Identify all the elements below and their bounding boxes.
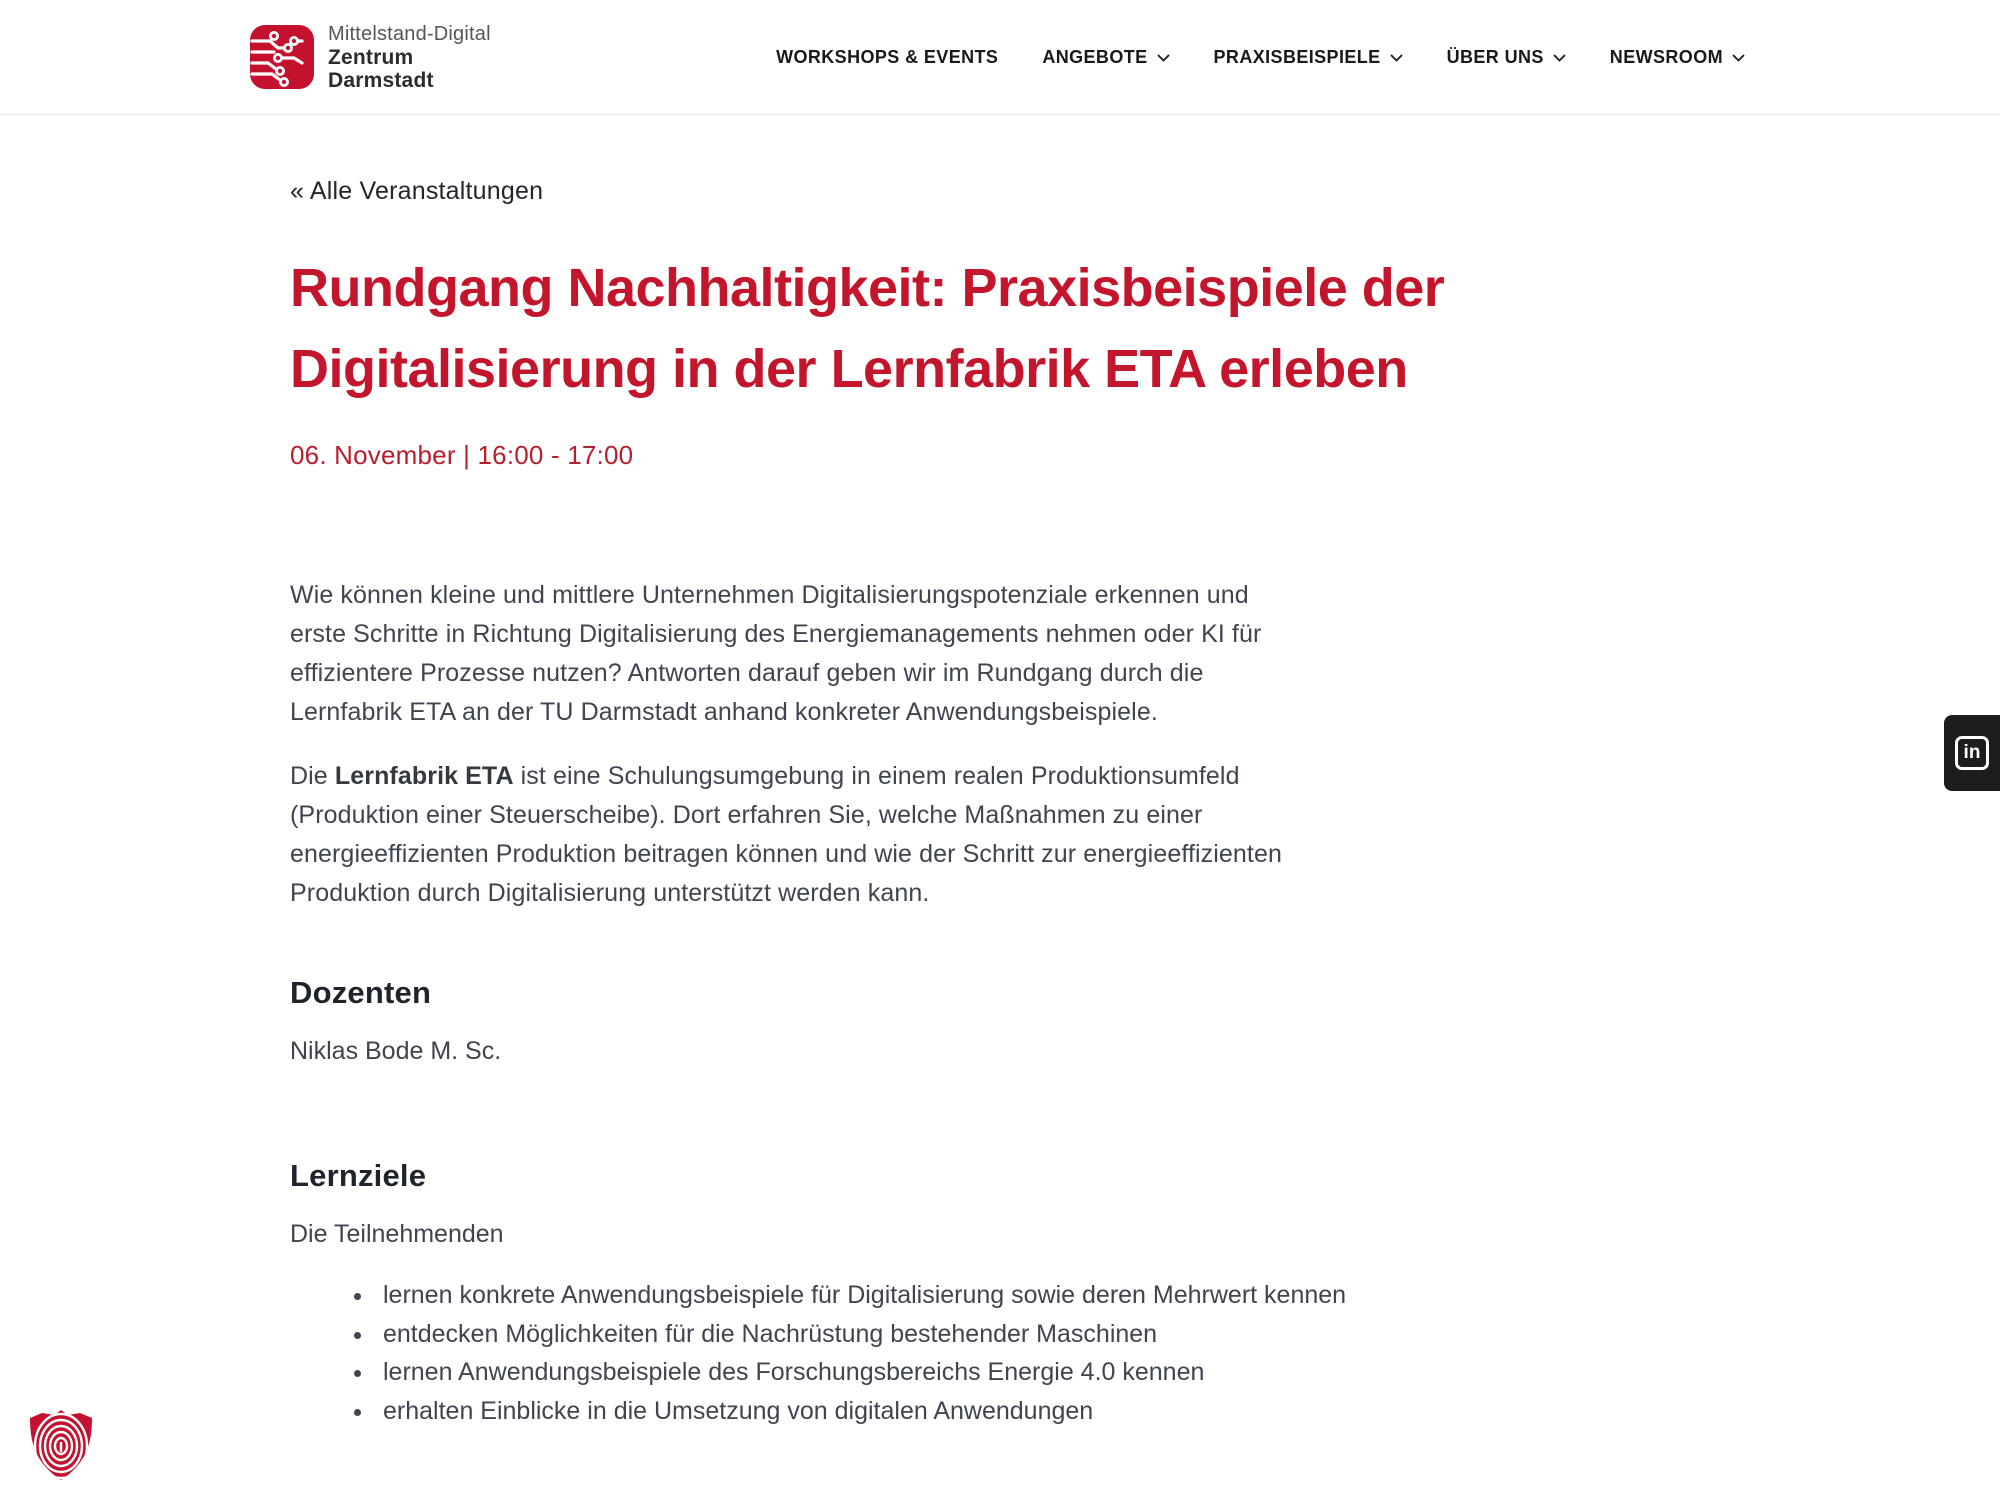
lernziele-item: • lernen konkrete Anwendungsbeispiele für Digitalisierung sowie deren Mehrwert kennen <box>375 1277 1500 1315</box>
circuit-board-logo-icon <box>250 25 314 89</box>
chevron-down-icon <box>1157 54 1170 63</box>
nav-item-angebote[interactable] <box>1042 47 1169 68</box>
description-prefix: Die <box>290 762 335 790</box>
chevron-down-icon <box>1553 54 1566 63</box>
back-to-all-events-link[interactable]: « Alle Veranstaltungen <box>290 177 544 205</box>
logo-wordmark <box>328 21 491 92</box>
nav-item-workshops-events[interactable] <box>776 47 998 68</box>
event-title: Rundgang Nachhaltigkeit: Praxisbeispiele der Digitalisierung in der Lernfabrik ETA erleben <box>290 258 1445 399</box>
nav-item-praxisbeispiele[interactable] <box>1214 47 1403 68</box>
description-bold-lernfabrik-eta: Lernfabrik ETA <box>334 762 514 790</box>
chevron-down-icon <box>1390 54 1403 63</box>
logo-line-zentrum: Zentrum <box>328 45 414 69</box>
lernziele-item: • erhalten Einblicke in die Umsetzung von digitalen Anwendungen <box>375 1393 1500 1431</box>
lernziele-heading: Lernziele <box>290 1158 427 1193</box>
logo-line-darmstadt: Darmstadt <box>328 69 434 93</box>
event-detail-page <box>290 115 1500 1430</box>
lernziele-intro: Die Teilnehmenden <box>290 1220 504 1248</box>
nav-item-label: PRAXISBEISPIELE <box>1213 46 1381 67</box>
logo-line-mittelstand-digital: Mittelstand-Digital <box>328 23 491 46</box>
site-header <box>0 0 2000 115</box>
nav-item-label: ÜBER UNS <box>1446 46 1544 67</box>
event-description-paragraph <box>290 757 1290 913</box>
linkedin-share-button[interactable] <box>1944 715 2000 791</box>
nav-item-newsroom[interactable] <box>1610 47 1745 68</box>
dozent-name: Niklas Bode M. Sc. <box>290 1037 502 1065</box>
nav-item-label: ANGEBOTE <box>1042 46 1148 67</box>
nav-item-ueber-uns[interactable] <box>1447 47 1566 68</box>
description-rest: ist eine Schulungsumgebung in einem realen Produktionsumfeld (Produktion einer Steuerscheibe). Dort erfahren Sie, welche Maßnahmen zu einer energieeffizienten Produktion beitragen können und wie der Schritt zur energieeffizienten Produktion durch Digitalisierung unterstützt werden kann. <box>290 762 1282 907</box>
nav-item-label: NEWSROOM <box>1609 46 1723 67</box>
fingerprint-shield-icon[interactable] <box>28 1408 94 1482</box>
chevron-down-icon <box>1732 54 1745 63</box>
site-logo[interactable] <box>250 21 491 92</box>
event-intro-paragraph: Wie können kleine und mittlere Unternehmen Digitalisierungspotenziale erkennen und erste Schritte in Richtung Digitalisierung des Energiemanagements nehmen oder KI für effizientere Prozesse nutzen? Antworten darauf geben wir im Rundgang durch die Lernfabrik ETA an der TU Darmstadt anhand konkreter Anwendungsbeispiele. <box>290 581 1262 726</box>
event-datetime: 06. November | 16:00 - 17:00 <box>290 440 634 470</box>
lernziele-item: • lernen Anwendungsbeispiele des Forschungsbereichs Energie 4.0 kennen <box>375 1354 1500 1392</box>
lernziele-item: • entdecken Möglichkeiten für die Nachrüstung bestehender Maschinen <box>375 1316 1500 1354</box>
linkedin-icon: in <box>1955 736 1989 770</box>
main-nav <box>776 47 1745 68</box>
lernziele-list <box>290 1277 1500 1430</box>
nav-item-label: WORKSHOPS & EVENTS <box>776 46 999 67</box>
dozenten-heading: Dozenten <box>290 975 432 1010</box>
